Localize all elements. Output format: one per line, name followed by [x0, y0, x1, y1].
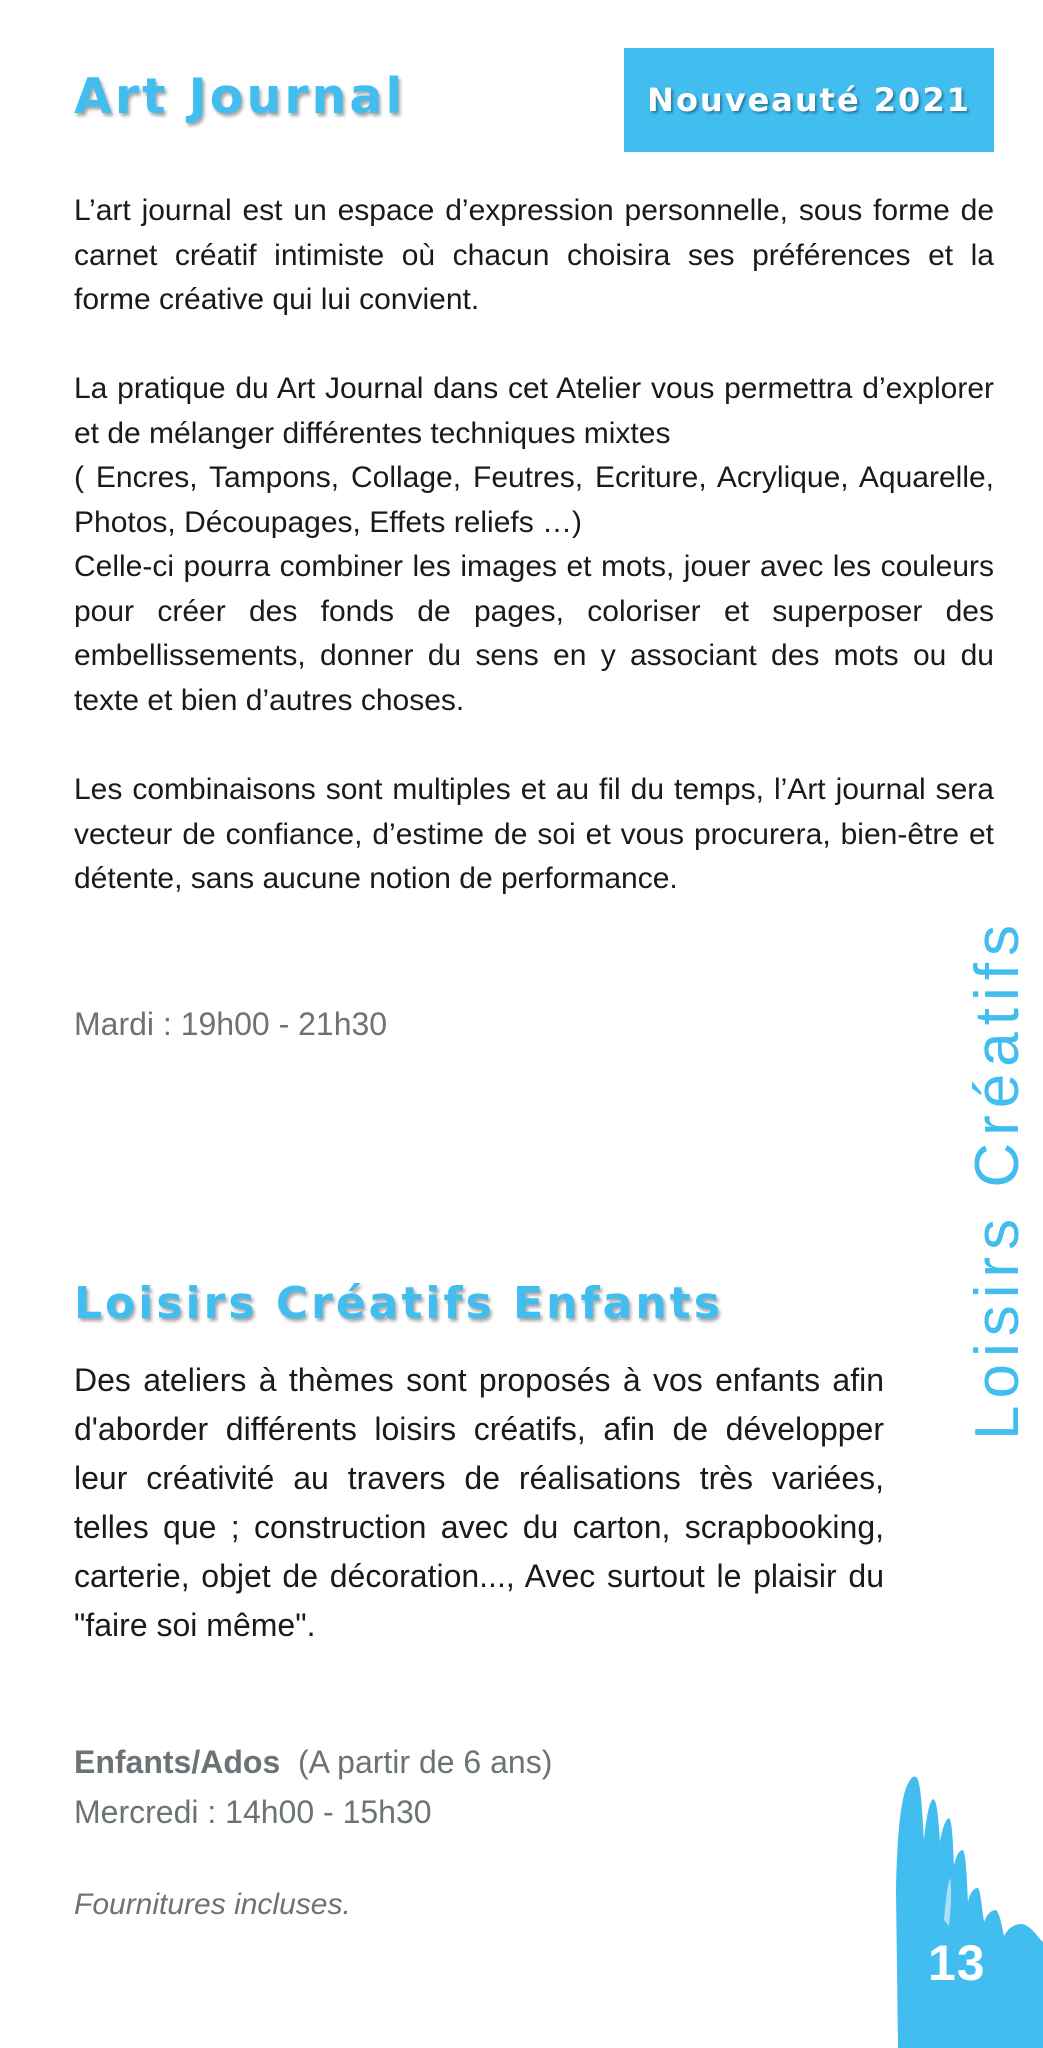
- kids-crafts-schedule: Mercredi : 14h00 - 15h30: [74, 1794, 432, 1830]
- techniques-list: ( Encres, Tampons, Collage, Feutres, Ecriture, Acrylique, Aquarelle, Photos, Découpages, Effets reliefs …): [74, 461, 994, 539]
- audience-line: [74, 1744, 552, 1781]
- age-range: (A partir de 6 ans): [298, 1744, 553, 1780]
- practice-details: Celle-ci pourra combiner les images et mots, jouer avec les couleurs pour créer des fonds de pages, coloriser et superposer des embellissements, donner du sens en y associant des mots ou du texte et bien d’autres choses.: [74, 550, 994, 717]
- badge-label: Nouveauté 2021: [647, 81, 971, 119]
- supplies-note: Fournitures incluses.: [74, 1888, 351, 1921]
- kids-crafts-description: Des ateliers à thèmes sont proposés à vos enfants afin d'aborder différents loisirs créatifs, afin de développer leur créativité au travers de réalisations très variées, telles que ; construction avec du carton, scrapbooking, carterie, objet de décoration..., Avec surtout le plaisir du "faire soi même".: [74, 1362, 884, 1643]
- practice-line-1: La pratique du Art Journal dans cet Atelier vous permettra d’explorer et de mélanger différentes techniques mixtes: [74, 372, 994, 450]
- brush-stroke-decoration: [892, 1770, 1043, 2048]
- art-journal-intro: L’art journal est un espace d’expression personnelle, sous forme de carnet créatif intimiste où chacun choisira ses préférences et la forme créative qui lui convient.: [74, 194, 994, 316]
- art-journal-practice: [74, 367, 994, 723]
- page-number: 13: [928, 1935, 986, 1991]
- art-journal-schedule: Mardi : 19h00 - 21h30: [74, 1006, 388, 1042]
- kids-crafts-title: Loisirs Créatifs Enfants: [74, 1278, 723, 1329]
- art-journal-benefits: Les combinaisons sont multiples et au fil du temps, l’Art journal sera vecteur de confiance, d’estime de soi et vous procurera, bien-être et détente, sans aucune notion de performance.: [74, 773, 994, 895]
- section-vertical-title: Loisirs Créatifs: [963, 918, 1032, 1440]
- audience-label: Enfants/Ados: [74, 1744, 281, 1780]
- art-journal-title: Art Journal: [74, 68, 406, 125]
- new-2021-badge: [624, 48, 994, 152]
